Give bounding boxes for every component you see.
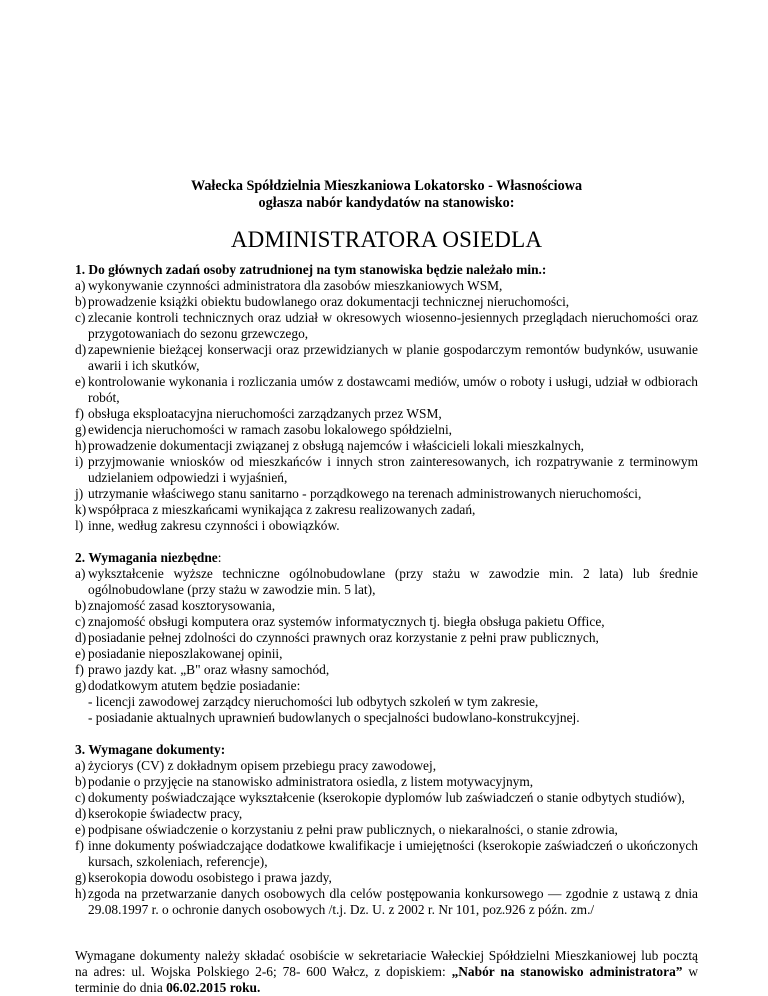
list-text: zapewnienie bieżącej konserwacji oraz przewidzianych w planie gospodarczym remontów budynków, usuwanie awarii i ich skutków, (88, 342, 698, 373)
sub-list-item: - licencji zawodowej zarządcy nieruchomości lub odbytych szkoleń w tym zakresie, (88, 694, 539, 709)
list-letter: d) (75, 630, 87, 645)
list-letter: h) (75, 438, 87, 453)
list-text: ewidencja nieruchomości w ramach zasobu lokalowego spółdzielni, (88, 422, 453, 437)
list-text: prowadzenie książki obiektu budowlanego oraz dokumentacji technicznej nieruchomości, (88, 294, 570, 309)
submission-instructions (75, 948, 698, 996)
list-item (75, 822, 698, 838)
list-letter: e) (75, 822, 86, 837)
list-text: dodatkowym atutem będzie posiadanie: (88, 678, 301, 693)
section-number: 2. (75, 550, 86, 565)
list-text: podanie o przyjęcie na stanowisko administratora osiedla, z listem motywacyjnym, (88, 774, 534, 789)
list-letter: b) (75, 294, 87, 309)
list-letter: a) (75, 758, 86, 773)
list-letter: g) (75, 422, 87, 437)
section-heading (75, 742, 698, 758)
list-letter: f) (75, 662, 84, 677)
list-text: znajomość obsługi komputera oraz systemów informatycznych tj. biegła obsługa pakietu Office, (88, 614, 605, 629)
list-item (75, 838, 698, 870)
list-letter: d) (75, 806, 87, 821)
footer-note-label: „Nabór na stanowisko administratora” (451, 964, 683, 979)
list-text: wykonywanie czynności administratora dla zasobów mieszkaniowych WSM, (88, 278, 503, 293)
section-title: Do głównych zadań osoby zatrudnionej na tym stanowiska będzie należało min.: (88, 262, 547, 277)
list-letter: c) (75, 310, 86, 325)
footer-deadline-date: 06.02.2015 roku. (166, 980, 261, 995)
section-number: 1. (75, 262, 86, 277)
list-item (75, 566, 698, 598)
section-title: Wymagane dokumenty: (88, 742, 226, 757)
list-item (75, 310, 698, 342)
footer-text: Wymagane dokumenty należy składać osobiście w sekretariacie Wałeckiej Spółdzielni Mieszkaniowej lub pocztą na adres: ul. Wojska Polskiego 2-6; 78- 600 Wałcz, z dopiskiem: (75, 948, 698, 979)
section-title-colon: : (217, 550, 222, 565)
list-text: prawo jazdy kat. „B" oraz własny samochód, (88, 662, 330, 677)
list-item (75, 630, 698, 646)
list-item (75, 454, 698, 486)
sub-list-item: - posiadanie aktualnych uprawnień budowlanych o specjalności budowlano-konstrukcyjnej. (88, 710, 580, 725)
list-text: inne, według zakresu czynności i obowiązków. (88, 518, 340, 533)
list-item (75, 294, 698, 310)
list-text: kserokopie świadectw pracy, (88, 806, 243, 821)
section-heading (75, 262, 698, 278)
list-item (75, 406, 698, 422)
list-item (75, 790, 698, 806)
section-documents (75, 742, 698, 918)
list-text: inne dokumenty poświadczające dodatkowe kwalifikacje i umiejętności (kserokopie zaświadczeń o ukończonych kursach, szkoleniach, referencje), (88, 838, 698, 869)
list-item (75, 758, 698, 774)
list-letter: g) (75, 678, 87, 693)
list-letter: c) (75, 614, 86, 629)
list-letter: e) (75, 374, 86, 389)
list-item (75, 502, 698, 518)
document-page (75, 178, 698, 996)
list-item (75, 614, 698, 630)
list-letter: j) (75, 486, 84, 501)
list-text: utrzymanie właściwego stanu sanitarno - porządkowego na terenach administrowanych nieruchomości, (88, 486, 642, 501)
list-letter: b) (75, 774, 87, 789)
header (75, 178, 698, 212)
list-text: kserokopia dowodu osobistego i prawa jazdy, (88, 870, 332, 885)
list-item (75, 486, 698, 502)
list-letter: k) (75, 502, 87, 517)
list-text: posiadanie pełnej zdolności do czynności prawnych oraz korzystanie z pełni praw publicznych, (88, 630, 599, 645)
list-item (75, 774, 698, 790)
list-text: posiadanie nieposzlakowanej opinii, (88, 646, 283, 661)
list-item (75, 886, 698, 918)
list-letter: f) (75, 838, 84, 853)
list-letter: g) (75, 870, 87, 885)
list-letter: h) (75, 886, 87, 901)
list-item (75, 438, 698, 454)
list-letter: f) (75, 406, 84, 421)
list-text: obsługa eksploatacyjna nieruchomości zarządzanych przez WSM, (88, 406, 442, 421)
list-letter: l) (75, 518, 84, 533)
list-letter: i) (75, 454, 84, 469)
list-item (75, 806, 698, 822)
header-announcement: ogłasza nabór kandydatów na stanowisko: (258, 195, 515, 211)
list-letter: a) (75, 278, 86, 293)
list-item (75, 374, 698, 406)
list-text: życiorys (CV) z dokładnym opisem przebiegu pracy zawodowej, (88, 758, 437, 773)
list-letter: c) (75, 790, 86, 805)
list-text: podpisane oświadczenie o korzystaniu z pełni praw publicznych, o niekaralności, o stanie zdrowia, (88, 822, 618, 837)
list-item (75, 662, 698, 678)
list-text: znajomość zasad kosztorysowania, (88, 598, 276, 613)
section-title: Wymagania niezbędne (88, 550, 218, 565)
list-text: dokumenty poświadczające wykształcenie (kserokopie dyplomów lub zaświadczeń o stanie odbytych studiów), (88, 790, 685, 805)
list-letter: d) (75, 342, 87, 357)
section-heading (75, 550, 698, 566)
list-item (75, 598, 698, 614)
list-text: zgoda na przetwarzanie danych osobowych dla celów postępowania konkursowego — zgodnie z ustawą z dnia 29.08.1997 r. o ochronie danych osobowych /t.j. Dz. U. z 2002 r. Nr 101, poz.926 z późn. zm./ (88, 886, 698, 917)
section-number: 3. (75, 742, 86, 757)
list-item (75, 646, 698, 662)
list-text: współpraca z mieszkańcami wynikająca z zakresu realizowanych zadań, (88, 502, 476, 517)
list-letter: e) (75, 646, 86, 661)
footer-deadline-text: w terminie do dnia (75, 964, 699, 995)
list-text: prowadzenie dokumentacji związanej z obsługą najemców i właścicieli lokali mieszkalnych, (88, 438, 585, 453)
section-requirements (75, 550, 698, 726)
list-letter: b) (75, 598, 87, 613)
header-organization: Wałecka Spółdzielnia Mieszkaniowa Lokatorsko - Własnościowa (190, 178, 583, 194)
list-text: wykształcenie wyższe techniczne ogólnobudowlane (przy stażu w zawodzie min. 2 lata) lub średnie ogólnobudowlane (przy stażu w zawodzie min. 5 lat), (88, 566, 698, 597)
list-item (75, 342, 698, 374)
list-text: przyjmowanie wniosków od mieszkańców i innych stron zainteresowanych, ich rozpatrywanie z terminowym udzielaniem odpowiedzi i wyjaśnień, (88, 454, 698, 485)
list-item (75, 422, 698, 438)
list-item (75, 678, 698, 694)
list-letter: a) (75, 566, 86, 581)
list-text: zlecanie kontroli technicznych oraz udział w okresowych wiosenno-jesiennych przeglądach nieruchomości oraz przygotowaniach do sezonu grzewczego, (88, 310, 698, 341)
page-title: ADMINISTRATORA OSIEDLA (230, 227, 543, 252)
list-text: kontrolowanie wykonania i rozliczania umów z dostawcami mediów, umów o roboty i usługi, udział w odbiorach robót, (88, 374, 698, 405)
list-item (75, 518, 698, 534)
list-item (75, 870, 698, 886)
section-duties (75, 262, 698, 534)
list-item (75, 278, 698, 294)
